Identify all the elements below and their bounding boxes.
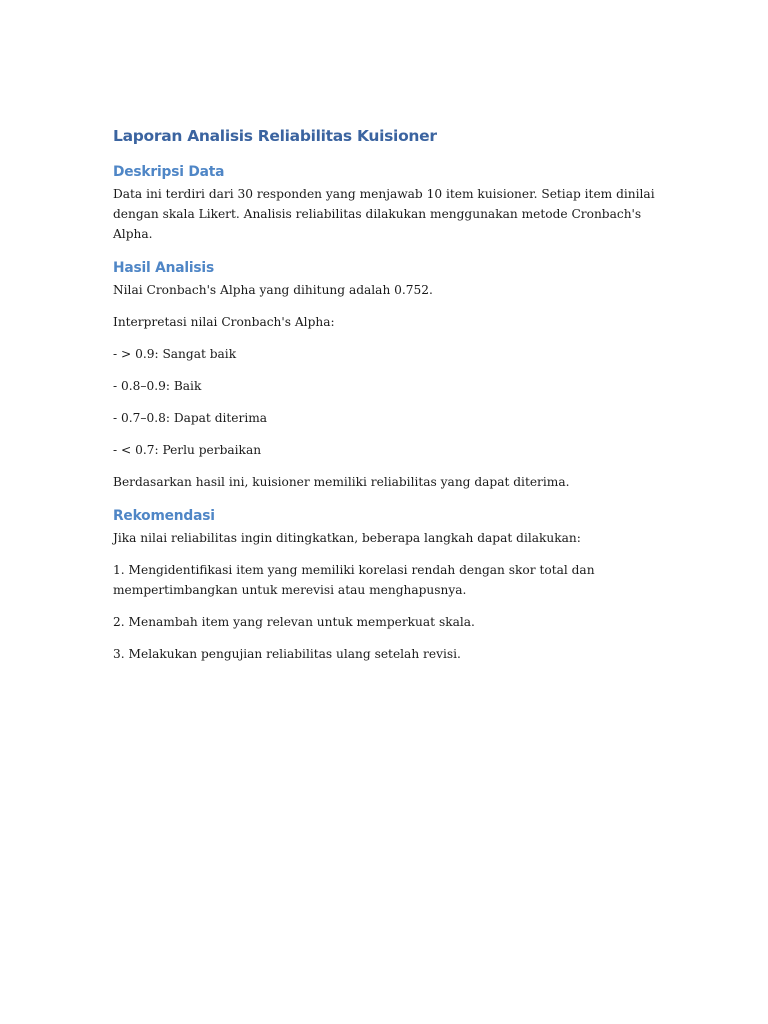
list-item: - 0.7–0.8: Dapat diterima xyxy=(113,411,268,425)
list-item: - > 0.9: Sangat baik xyxy=(113,347,237,361)
section-hasil-analisis xyxy=(113,258,673,492)
paragraph: Berdasarkan hasil ini, kuisioner memiliki reliabilitas yang dapat diterima. xyxy=(113,475,570,489)
paragraph: Nilai Cronbach's Alpha yang dihitung adalah 0.752. xyxy=(113,283,433,297)
section-heading: Hasil Analisis xyxy=(113,260,214,276)
document-title: Laporan Analisis Reliabilitas Kuisioner xyxy=(113,127,437,145)
list-item: 2. Menambah item yang relevan untuk memperkuat skala. xyxy=(113,615,475,629)
section-deskripsi-data xyxy=(113,162,673,244)
section-rekomendasi xyxy=(113,506,673,664)
document-page xyxy=(113,124,673,676)
list-item: - < 0.7: Perlu perbaikan xyxy=(113,443,262,457)
list-item: 3. Melakukan pengujian reliabilitas ulang setelah revisi. xyxy=(113,647,461,661)
paragraph: Data ini terdiri dari 30 responden yang menjawab 10 item kuisioner. Setiap item dinilai dengan skala Likert. Analisis reliabilitas dilakukan menggunakan metode Cronbach's Alpha. xyxy=(113,187,659,241)
list-item: - 0.8–0.9: Baik xyxy=(113,379,202,393)
list-item: 1. Mengidentifikasi item yang memiliki korelasi rendah dengan skor total dan mempertimbangkan untuk merevisi atau menghapusnya. xyxy=(113,563,599,597)
paragraph: Interpretasi nilai Cronbach's Alpha: xyxy=(113,315,335,329)
section-heading: Rekomendasi xyxy=(113,508,215,524)
section-heading: Deskripsi Data xyxy=(113,164,225,180)
paragraph: Jika nilai reliabilitas ingin ditingkatkan, beberapa langkah dapat dilakukan: xyxy=(113,531,581,545)
